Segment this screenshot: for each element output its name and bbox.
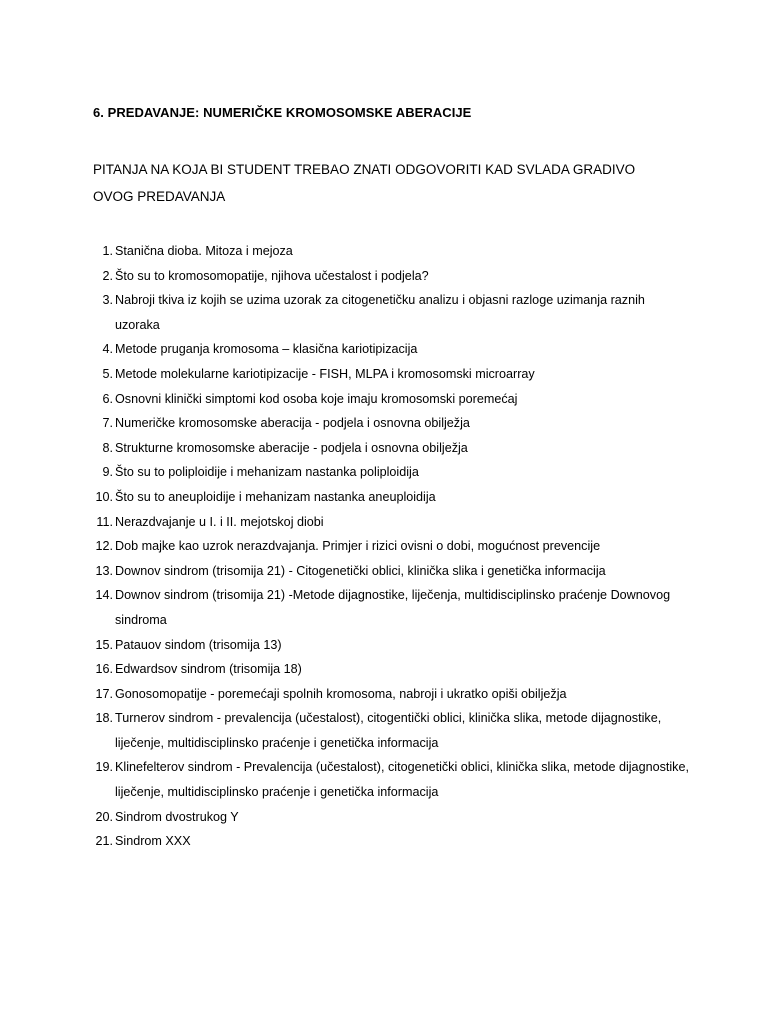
question-number: 9. xyxy=(102,465,113,480)
question-text: Osnovni klinički simptomi kod osoba koje imaju kromosomski poremećaj xyxy=(115,391,518,406)
question-number: 15. xyxy=(95,637,113,652)
question-text: Što su to kromosomopatije, njihova učestalost i podjela? xyxy=(115,268,429,283)
question-text: Klinefelterov sindrom - Prevalencija (učestalost), citogenetički oblici, klinička slika, metode dijagnostike, liječenje, multidisciplinsko praćenje i genetička informacija xyxy=(115,760,689,800)
question-number: 4. xyxy=(102,342,113,357)
question-number: 13. xyxy=(95,563,113,578)
question-item xyxy=(93,411,693,436)
questions-intro: PITANJA NA KOJA BI STUDENT TREBAO ZNATI ODGOVORITI KAD SVLADA GRADIVO OVOG PREDAVANJA xyxy=(93,162,636,204)
question-text: Nabroji tkiva iz kojih se uzima uzorak za citogenetičku analizu i objasni razloge uzimanja raznih uzoraka xyxy=(115,293,645,332)
question-item xyxy=(93,337,693,362)
question-text: Dob majke kao uzrok nerazdvajanja. Primjer i rizici ovisni o dobi, mogućnost prevencije xyxy=(115,539,601,554)
question-number: 10. xyxy=(95,489,113,504)
question-text: Downov sindrom (trisomija 21) -Metode dijagnostike, liječenja, multidisciplinsko praćenje Downovog sindroma xyxy=(115,588,671,627)
question-item xyxy=(93,706,693,755)
question-item xyxy=(93,239,693,264)
question-text: Što su to poliploidije i mehanizam nastanka poliploidija xyxy=(115,465,419,480)
question-item xyxy=(93,534,693,559)
question-item xyxy=(93,510,693,535)
question-number: 16. xyxy=(95,662,113,677)
question-text: Sindrom dvostrukog Y xyxy=(115,809,239,824)
question-number: 11. xyxy=(96,514,113,529)
question-number: 1. xyxy=(102,244,113,258)
question-text: Strukturne kromosomske aberacije - podjela i osnovna obilježja xyxy=(115,440,468,455)
question-number: 8. xyxy=(102,440,113,455)
question-item xyxy=(93,288,693,337)
question-number: 7. xyxy=(102,416,113,431)
question-number: 18. xyxy=(95,711,113,726)
question-item xyxy=(93,387,693,412)
question-item xyxy=(93,805,693,830)
question-item xyxy=(93,583,693,632)
question-number: 3. xyxy=(102,293,113,308)
question-text: Patauov sindom (trisomija 13) xyxy=(115,637,282,652)
question-text: Nerazdvajanje u I. i II. mejotskoj diobi xyxy=(115,514,324,529)
question-number: 17. xyxy=(95,686,113,701)
question-item xyxy=(93,485,693,510)
question-text: Edwardsov sindrom (trisomija 18) xyxy=(115,662,302,677)
question-number: 6. xyxy=(102,391,113,406)
question-item xyxy=(93,682,693,707)
question-item xyxy=(93,264,693,289)
question-text: Stanična dioba. Mitoza i mejoza xyxy=(115,244,293,258)
question-item xyxy=(93,657,693,682)
question-number: 14. xyxy=(95,588,113,603)
question-text: Što su to aneuploidije i mehanizam nastanka aneuploidija xyxy=(115,489,436,504)
question-number: 19. xyxy=(95,760,113,775)
question-item xyxy=(93,755,693,804)
question-number: 20. xyxy=(95,809,113,824)
question-item xyxy=(93,362,693,387)
questions-list xyxy=(93,239,693,854)
question-number: 5. xyxy=(102,366,113,381)
question-item xyxy=(93,436,693,461)
question-item xyxy=(93,633,693,658)
question-item xyxy=(93,460,693,485)
question-text: Numeričke kromosomske aberacija - podjela i osnovna obilježja xyxy=(115,416,470,431)
question-item xyxy=(93,559,693,584)
question-number: 12. xyxy=(95,539,113,554)
question-text: Downov sindrom (trisomija 21) - Citogenetički oblici, klinička slika i genetička informacija xyxy=(115,563,606,578)
question-text: Metode pruganja kromosoma – klasična kariotipizacija xyxy=(115,342,418,357)
question-number: 2. xyxy=(102,268,113,283)
question-number: 21. xyxy=(95,834,113,849)
question-text: Metode molekularne kariotipizacije - FISH, MLPA i kromosomski microarray xyxy=(115,366,535,381)
question-text: Turnerov sindrom - prevalencija (učestalost), citogentički oblici, klinička slika, metode dijagnostike, liječenje, multidisciplinsko praćenje i genetička informacija xyxy=(115,711,662,750)
question-text: Gonosomopatije - poremećaji spolnih kromosoma, nabroji i ukratko opiši obilježja xyxy=(115,686,567,701)
question-text: Sindrom XXX xyxy=(115,834,191,849)
page-title: 6. PREDAVANJE: NUMERIČKE KROMOSOMSKE ABERACIJE xyxy=(93,105,472,120)
question-item xyxy=(93,829,693,854)
